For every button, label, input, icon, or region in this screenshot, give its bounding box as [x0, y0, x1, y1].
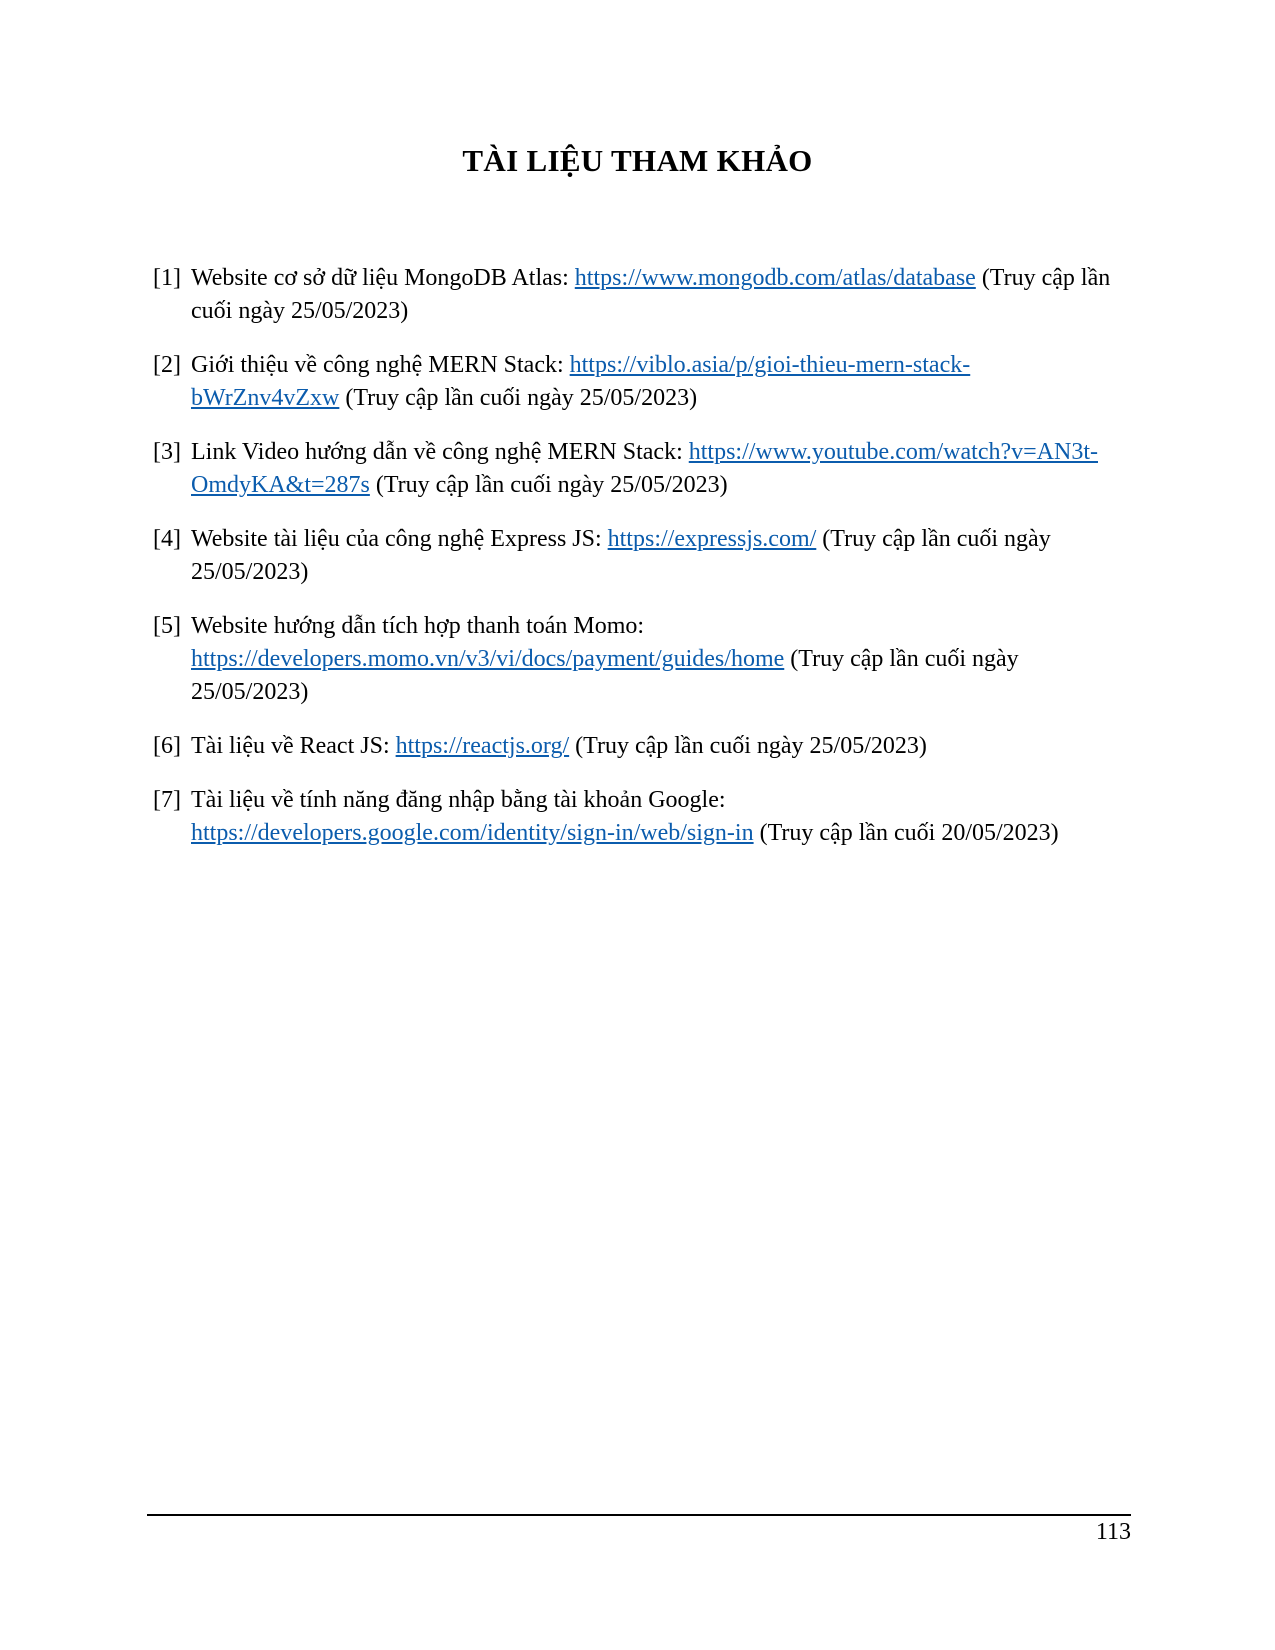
reference-text: Tài liệu về tính năng đăng nhập bằng tài khoản Google:: [191, 787, 726, 813]
reference-link[interactable]: https://viblo.asia/p/gioi-thieu-mern-stack-bWrZnv4vZxw: [191, 352, 971, 411]
reference-access-date: (Truy cập lần cuối ngày 25/05/2023): [191, 526, 1051, 585]
reference-number: [5]: [153, 613, 181, 639]
reference-number: [6]: [153, 733, 181, 759]
reference-text: Giới thiệu về công nghệ MERN Stack:: [191, 352, 570, 378]
reference-number: [2]: [153, 352, 181, 378]
reference-item-6: [153, 730, 1113, 763]
page-number: 113: [1095, 1519, 1131, 1545]
reference-item-4: [153, 523, 1113, 589]
reference-number: [1]: [153, 265, 181, 291]
reference-text: Link Video hướng dẫn về công nghệ MERN Stack:: [191, 439, 689, 465]
footer-divider: [147, 1514, 1131, 1516]
reference-text: Tài liệu về React JS:: [191, 733, 396, 759]
reference-item-5: [153, 610, 1113, 709]
reference-text: Website cơ sở dữ liệu MongoDB Atlas:: [191, 265, 575, 291]
reference-link[interactable]: https://expressjs.com/: [607, 526, 817, 552]
reference-item-2: [153, 349, 1113, 415]
reference-link[interactable]: https://developers.google.com/identity/sign-in/web/sign-in: [191, 820, 754, 846]
reference-access-date: (Truy cập lần cuối ngày 25/05/2023): [369, 472, 728, 498]
reference-link[interactable]: https://www.youtube.com/watch?v=AN3t-OmdyKA&t=287s: [191, 439, 1098, 498]
page-title: TÀI LIỆU THAM KHẢO: [462, 143, 813, 178]
reference-item-3: [153, 436, 1113, 502]
reference-access-date: (Truy cập lần cuối ngày 25/05/2023): [191, 646, 1019, 705]
reference-access-date: (Truy cập lần cuối ngày 25/05/2023): [569, 733, 927, 759]
reference-access-date: (Truy cập lần cuối ngày 25/05/2023): [339, 385, 698, 411]
reference-access-date: (Truy cập lần cuối 20/05/2023): [753, 820, 1059, 846]
reference-access-date: (Truy cập lần cuối ngày 25/05/2023): [191, 265, 1111, 324]
reference-text: Website tài liệu của công nghệ Express JS:: [191, 526, 608, 552]
reference-number: [4]: [153, 526, 181, 552]
reference-link[interactable]: https://developers.momo.vn/v3/vi/docs/payment/guides/home: [191, 646, 785, 672]
reference-text: Website hướng dẫn tích hợp thanh toán Momo:: [191, 613, 645, 639]
reference-link[interactable]: https://www.mongodb.com/atlas/database: [574, 265, 976, 291]
reference-item-1: [153, 262, 1113, 328]
reference-item-7: [153, 784, 1113, 850]
reference-link[interactable]: https://reactjs.org/: [395, 733, 570, 759]
reference-list: [153, 262, 1113, 871]
reference-number: [3]: [153, 439, 181, 465]
reference-number: [7]: [153, 787, 181, 813]
